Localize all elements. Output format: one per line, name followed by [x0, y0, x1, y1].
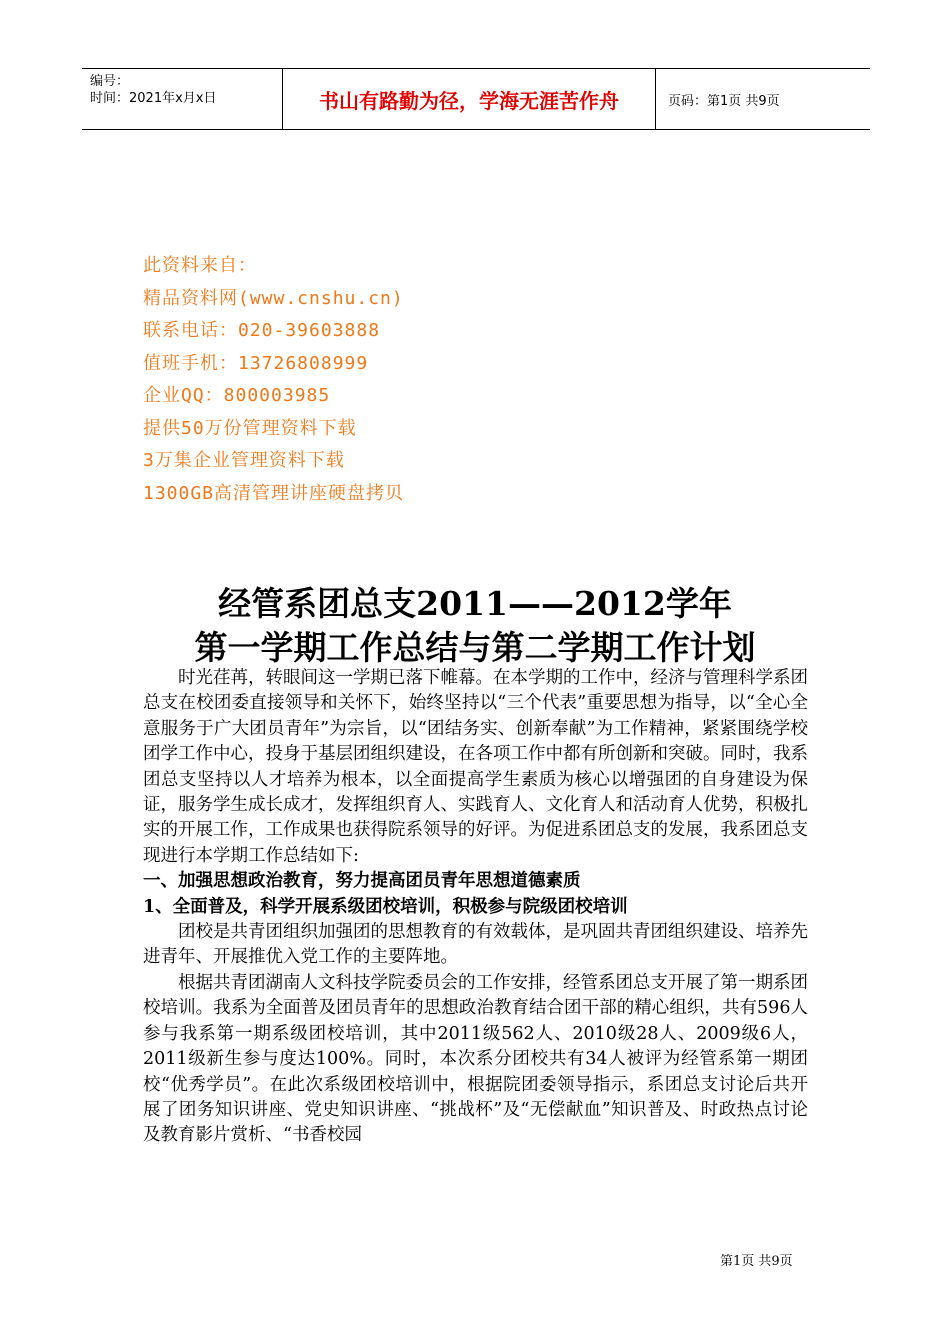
source-info-block — [143, 250, 404, 510]
document-title-line2: 第一学期工作总结与第二学期工作计划 — [194, 628, 756, 667]
header-page-info: 页码：第1页 共9页 — [668, 93, 780, 109]
time-label: 时间：2021年x月x日 — [90, 91, 217, 106]
intro-paragraph: 时光荏苒，转眼间这一学期已落下帷幕。在本学期的工作中，经济与管理科学系团总支在校团委直接领导和关怀下，始终坚持以“三个代表”重要思想为指导，以“全心全意服务于广大团员青年”为宗旨，以“团结务实、创新奉献”为工作精神，紧紧围绕学校团学工作中心，投身于基层团组织建设，在各项工作中都有所创新和突破。同时，我系团总支坚持以人才培养为根本，以全面提高学生素质为核心以增强团的自身建设为保证，服务学生成长成才，发挥组织育人、实践育人、文化育人和活动育人优势，积极扎实的开展工作，工作成果也获得院系领导的好评。为促进系团总支的发展，我系团总支现进行本学期工作总结如下: — [143, 668, 808, 866]
page-footer: 第1页 共9页 — [720, 1254, 793, 1269]
ad-line: 此资料来自： — [143, 255, 257, 276]
document-title-line1: 经管系团总支2011——2012学年 — [218, 584, 732, 623]
ad-line: 提供50万份管理资料下载 — [143, 417, 357, 439]
header-table — [82, 68, 870, 130]
header-motto: 书山有路勤为径，学海无涯苦作舟 — [282, 69, 656, 129]
ad-line: 3万集企业管理资料下载 — [143, 450, 345, 471]
subsection-heading: 1、全面普及，科学开展系级团校培训，积极参与院级团校培训 — [143, 896, 628, 917]
ad-line: 1300GB高清管理讲座硬盘拷贝 — [143, 482, 405, 504]
ad-line: 企业QQ：800003985 — [143, 385, 331, 406]
ad-line: 联系电话：020-39603888 — [143, 320, 381, 341]
section-heading: 一、加强思想政治教育，努力提高团员青年思想道德素质 — [143, 871, 581, 892]
document-body — [143, 666, 808, 1149]
ad-line: 精品资料网(www.cnshu.cn) — [143, 287, 404, 309]
number-label: 编号： — [90, 74, 130, 89]
ad-line: 值班手机：13726808999 — [143, 352, 369, 374]
header-meta — [82, 69, 282, 129]
body-paragraph: 根据共青团湖南人文科技学院委员会的工作安排，经管系团总支开展了第一期系团校培训。我系为全面普及团员青年的思想政治教育结合团干部的精心组织，共有596人参与我系第一期系级团校培训，其中2011级562人、2010级28人、2009级6人，2011级新生参与度达100%。同时，本次系分团校共有34人被评为经管系第一期团校“优秀学员”。在此次系级团校培训中，根据院团委领导指示，系团总支讨论后共开展了团务知识讲座、党史知识讲座、“挑战杯”及“无偿献血”知识普及、时政热点讨论及教育影片赏析、“书香校园 — [143, 972, 808, 1146]
body-paragraph: 团校是共青团组织加强团的思想教育的有效载体，是巩固共青团组织建设、培养先进青年、开展推优入党工作的主要阵地。 — [143, 922, 808, 968]
